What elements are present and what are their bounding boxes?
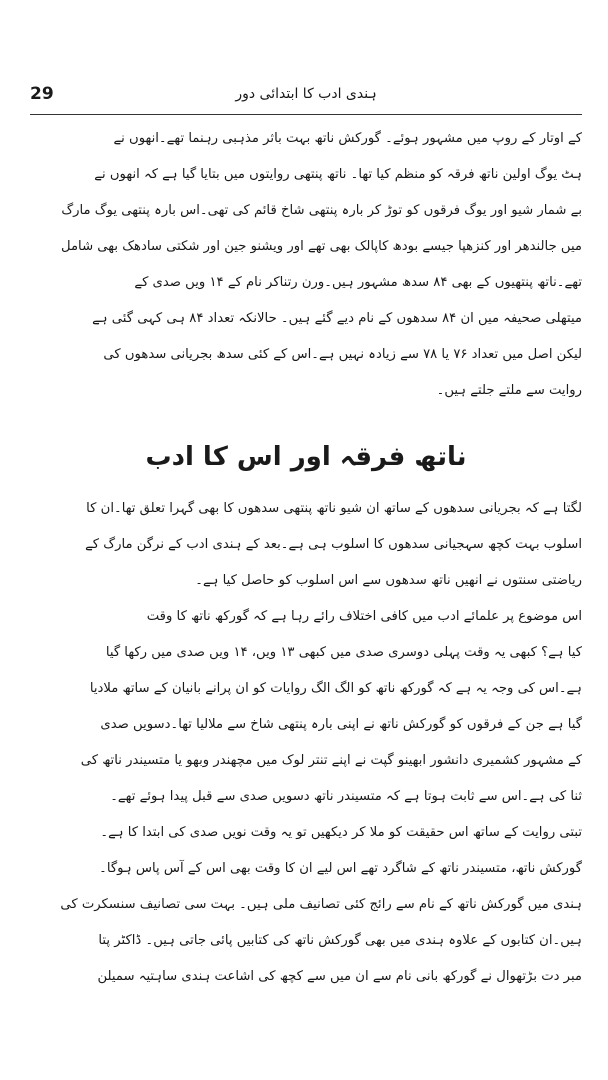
text-line: اسلوب بہت کچھ سہجیانی سدھوں کا اسلوب ہی ہے۔بعد کے ہندی ادب کے نرگن مارگ کے — [85, 537, 582, 552]
text-line: گیا ہے جن کے فرقوں کو گورکش ناتھ نے اپنی بارہ پنتھی شاخ سے ملالیا تھا۔دسویں صدی — [100, 717, 582, 732]
text-line: کیا ہے؟ کبھی یہ وقت پہلی دوسری صدی میں کبھی ۱۳ ویں، ۱۴ ویں صدی میں رکھا گیا — [105, 645, 582, 660]
page-number: 29 — [30, 84, 54, 104]
text-line: لیکن اصل میں تعداد ۷۶ یا ۷۸ سے زیادہ نہیں ہے۔اس کے کئی سدھ بجریانی سدھوں کی — [103, 347, 582, 362]
running-header — [30, 80, 582, 115]
text-line: میتھلی صحیفہ میں ان ۸۴ سدھوں کے نام دیے گئے ہیں۔ حالانکہ تعداد ۸۴ ہی کہی گئی ہے — [92, 311, 582, 326]
paragraph-dating — [30, 599, 582, 995]
text-line: گورکش ناتھ، متسیندر ناتھ کے شاگرد تھے اس لیے ان کا وقت بھی اس کے آس پاس ہوگا۔ — [99, 861, 582, 876]
text-line: ہٹ یوگ اولین ناتھ فرقہ کو منظم کیا تھا۔ ناتھ پنتھی روایتوں میں بتایا گیا ہے کہ انھوں نے — [94, 167, 582, 182]
text-line: ہیں۔ان کتابوں کے علاوہ ہندی میں بھی گورکش ناتھ کی کتابیں پائی جاتی ہیں۔ ڈاکٹر پتا — [98, 933, 582, 948]
text-line: ریاضتی سنتوں نے انھیں ناتھ سدھوں سے اس اسلوب کو حاصل کیا ہے۔ — [195, 573, 582, 588]
text-line: ہے۔اس کی وجہ یہ ہے کہ گورکھ ناتھ کو الگ الگ روایات کو ان پرانے بانیان کے ساتھ ملادیا — [89, 681, 582, 696]
text-line: لگتا ہے کہ بجریانی سدھوں کے ساتھ ان شیو ناتھ پنتھی سدھوں کا بھی گہرا تعلق تھا۔ان کا — [86, 501, 582, 516]
text-line: تبتی روایت کے ساتھ اس حقیقت کو ملا کر دیکھیں تو یہ وقت نویں صدی کی ابتدا کا ہے۔ — [100, 825, 582, 840]
running-title: ہندی ادب کا ابتدائی دور — [235, 86, 377, 102]
text-line: کے اوتار کے روپ میں مشہور ہوئے۔ گورکش ناتھ بہت باثر مذہبی رہنما تھے۔انھوں نے — [113, 131, 582, 146]
text-line: ہندی میں گورکش ناتھ کے نام سے رائج کئی تصانیف ملی ہیں۔ بہت سی تصانیف سنسکرت کی — [60, 897, 582, 912]
section-heading: ناتھ فرقہ اور اس کا ادب — [145, 442, 467, 472]
text-line: روایت سے ملتے جلتے ہیں۔ — [436, 383, 582, 398]
paragraph-intro — [30, 121, 582, 409]
text-line: تھے۔ناتھ پنتھیوں کے بھی ۸۴ سدھ مشہور ہیں۔ورن رتناکر نام کے ۱۴ ویں صدی کے — [134, 275, 582, 290]
text-line: بے شمار شیو اور یوگ فرقوں کو توڑ کر بارہ پنتھی شاخ قائم کی تھی۔اس بارہ پنتھی یوگ مارگ — [61, 203, 582, 218]
text-line: میں جالندھر اور کنزھپا جیسے بودھ کاپالک بھی تھے اور ویشنو جین اور شکتی سادھک بھی شامل — [61, 239, 582, 254]
text-line: ثنا کی ہے۔اس سے ثابت ہوتا ہے کہ متسیندر ناتھ دسویں صدی سے قبل پیدا ہوئے تھے۔ — [110, 789, 582, 804]
text-line: اس موضوع پر علمائے ادب میں کافی اختلاف رائے رہا ہے کہ گورکھ ناتھ کا وقت — [146, 609, 582, 624]
text-line: کے مشہور کشمیری دانشور ابھینو گپت نے اپنے تنتر لوک میں مچھندر وبھو یا متسیندر ناتھ کی — [80, 753, 582, 768]
text-line: مبر دت بڑتھوال نے گورکھ بانی نام سے ان میں سے کچھ کی اشاعت ہندی ساہتیہ سمیلن — [97, 969, 582, 984]
paragraph-style — [30, 491, 582, 599]
